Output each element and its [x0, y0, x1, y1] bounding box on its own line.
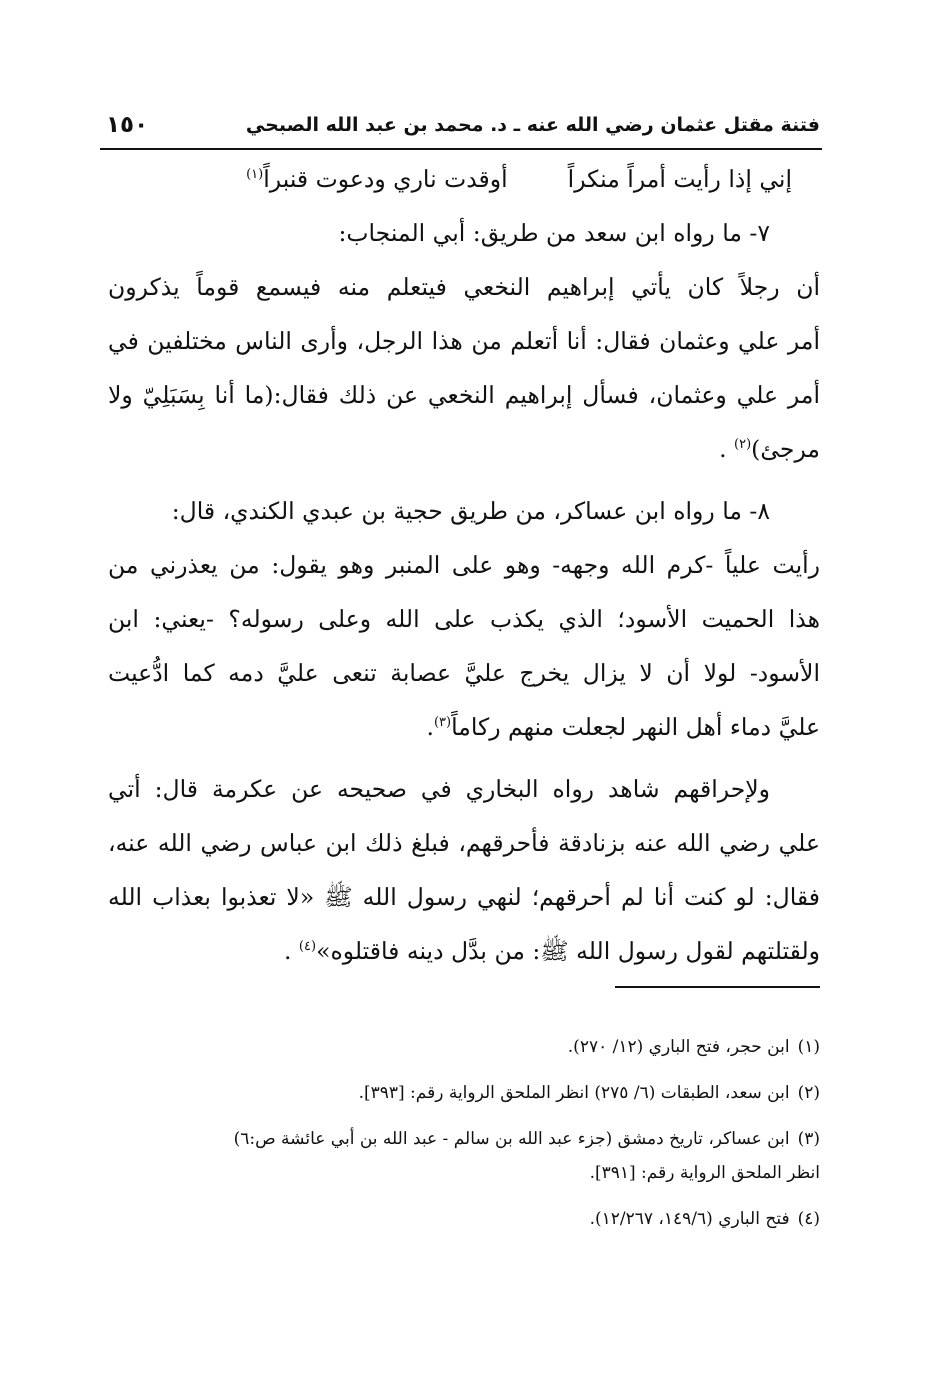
header-divider: [100, 148, 822, 150]
paragraph-9-line-2: علي رضي الله عنه بزنادقة فأحرقهم، فبلغ ذلك ابن عباس رضي الله عنه،: [108, 829, 820, 857]
footnotes: [108, 1030, 820, 1248]
paragraph-8-line-3: هذا الحميت الأسود؛ الذي يكذب على الله وعلى رسوله؟ -يعني: ابن: [108, 605, 820, 633]
paragraph-7-line-2: أمر علي وعثمان فقال: أنا أتعلم من هذا الرجل، وأرى الناس مختلفين في: [108, 327, 820, 355]
paragraph-7-line-3: أمر علي وعثمان، فسأل إبراهيم النخعي عن ذلك فقال:(ما أنا بِسَبَلِيّ ولا: [108, 381, 820, 409]
footnote-line: [108, 1122, 820, 1156]
footnote-number: (٢): [797, 1083, 820, 1103]
footnote-line: [108, 1076, 820, 1110]
footnote-4: [108, 1202, 820, 1236]
footnote-line: [108, 1030, 820, 1064]
footnote-text: فتح الباري (١٤٩/٦، ١٢/٢٦٧).: [589, 1209, 790, 1229]
paragraph-9-line-1: ولإحراقهم شاهد رواه البخاري في صحيحه عن عكرمة قال: أتي: [108, 775, 770, 803]
footnote-continuation: انظر الملحق الرواية رقم: [٣٩١].: [589, 1163, 820, 1183]
paragraph-7-line-4: مرجئ)$^{(٢)}$ .: [719, 435, 820, 463]
paragraph-7-last-text: مرجئ): [751, 435, 820, 463]
footnote-3: [108, 1122, 820, 1190]
paragraph-9-line-4: ولقتلتهم لقول رسول الله ﷺ: من بدَّل دينه فاقتلوه»$^{(٤)}$ .: [283, 937, 820, 965]
poem-left-hemistich: [246, 152, 508, 206]
header-title: فتنة مقتل عثمان رضي الله عنه ـ د. محمد بن عبد الله الصبحي: [245, 114, 820, 136]
paragraph-7-heading: ٧- ما رواه ابن سعد من طريق: أبي المنجاب:: [338, 219, 770, 247]
footnote-divider: [615, 986, 820, 988]
footnote-number: (٤): [797, 1209, 820, 1229]
poem-right-hemistich: إني إذا رأيت أمراً منكراً: [567, 165, 792, 193]
footnote-ref-4: (٤): [298, 939, 317, 955]
paragraph-9-line-3: فقال: لو كنت أنا لم أحرقهم؛ لنهي رسول الله ﷺ «لا تعذبوا بعذاب الله: [108, 883, 820, 911]
paragraph-gap: [108, 754, 820, 762]
paragraph-7-line-1: أن رجلاً كان يأتي إبراهيم النخعي فيتعلم منه فيسمع قوماً يذكرون: [108, 273, 820, 301]
footnote-number: (١): [797, 1037, 820, 1057]
paragraph-8-line-4: الأسود- لولا أن لا يزال يخرج عليَّ عصابة تنعى عليَّ دمه كما ادُّعيت: [108, 659, 820, 687]
main-text: [108, 152, 820, 978]
poem-left-text: أوقدت ناري ودعوت قنبراً: [263, 165, 508, 193]
page-number: ١٥٠: [106, 112, 149, 138]
footnote-2: [108, 1076, 820, 1110]
footnote-1: [108, 1030, 820, 1064]
footnote-number: (٣): [797, 1129, 820, 1149]
paragraph-8-line-1: ٨- ما رواه ابن عساكر، من طريق حجية بن عبدي الكندي، قال:: [171, 497, 770, 525]
paragraph-9-last-text: ولقتلتهم لقول رسول الله ﷺ: من بدَّل دينه فاقتلوه»: [316, 937, 820, 965]
footnote-text: ابن سعد، الطبقات (٦/ ٢٧٥) انظر الملحق الرواية رقم: [٣٩٣].: [358, 1083, 790, 1103]
paragraph-8-line-2: رأيت علياً -كرم الله وجهه- وهو على المنبر وهو يقول: من يعذرني من: [108, 551, 820, 579]
footnote-line: [108, 1202, 820, 1236]
footnote-ref-2: (٢): [734, 437, 752, 453]
footnote-ref-1: (١): [246, 167, 264, 183]
footnote-text: ابن حجر، فتح الباري (١٢/ ٢٧٠).: [567, 1037, 790, 1057]
paragraph-gap: [108, 476, 820, 484]
paragraph-8-last-text: عليَّ دماء أهل النهر لجعلت منهم ركاماً: [451, 713, 820, 741]
footnote-text: ابن عساكر، تاريخ دمشق (جزء عبد الله بن سالم - عبد الله بن أبي عائشة ص:٦): [233, 1129, 790, 1149]
footnote-ref-3: (٣): [433, 715, 452, 731]
paragraph-8-line-5: عليَّ دماء أهل النهر لجعلت منهم ركاماً$^{(٣)}$.: [426, 713, 820, 741]
running-header: [100, 108, 820, 148]
poem-verse: [108, 152, 820, 206]
